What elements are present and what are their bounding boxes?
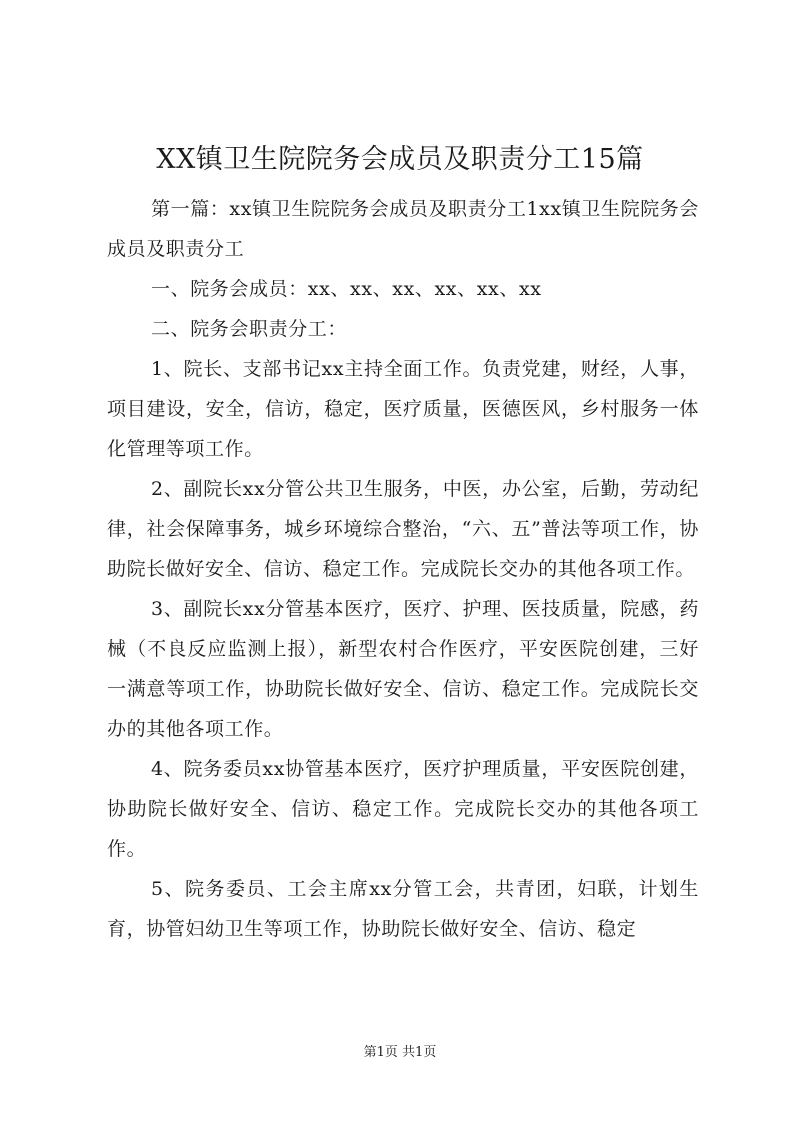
document-title: XX镇卫生院院务会成员及职责分工15篇 <box>156 144 644 175</box>
paragraph-duty-5: 5、院务委员、工会主席xx分管工会，共青团，妇联，计划生育，协管妇幼卫生等项工作，协助院长做好安全、信访、稳定 <box>107 878 699 940</box>
paragraph-duty-2: 2、副院长xx分管公共卫生服务，中医，办公室，后勤，劳动纪律，社会保障事务，城乡环境综合整治，“六、五”普法等项工作，协助院长做好安全、信访、稳定工作。完成院长交办的其他各项工作。 <box>107 478 699 580</box>
page-footer: 第1页 共1页 <box>363 1045 437 1060</box>
paragraph-intro: 第一篇：xx镇卫生院院务会成员及职责分工1xx镇卫生院院务会成员及职责分工 <box>107 198 699 260</box>
paragraph-duty-4: 4、院务委员xx协管基本医疗，医疗护理质量，平安医院创建，协助院长做好安全、信访、稳定工作。完成院长交办的其他各项工作。 <box>107 758 699 860</box>
paragraph-duties-heading: 二、院务会职责分工： <box>151 318 348 340</box>
document-body <box>107 189 699 949</box>
paragraph-duty-3: 3、副院长xx分管基本医疗，医疗、护理、医技质量，院感，药械（不良反应监测上报），新型农村合作医疗，平安医院创建，三好一满意等项工作，协助院长做好安全、信访、稳定工作。完成院长交办的其他各项工作。 <box>107 598 699 740</box>
paragraph-members: 一、院务会成员：xx、xx、xx、xx、xx、xx <box>151 278 542 300</box>
paragraph-duty-1: 1、院长、支部书记xx主持全面工作。负责党建，财经，人事，项目建设，安全，信访，稳定，医疗质量，医德医风，乡村服务一体化管理等项工作。 <box>107 358 699 460</box>
